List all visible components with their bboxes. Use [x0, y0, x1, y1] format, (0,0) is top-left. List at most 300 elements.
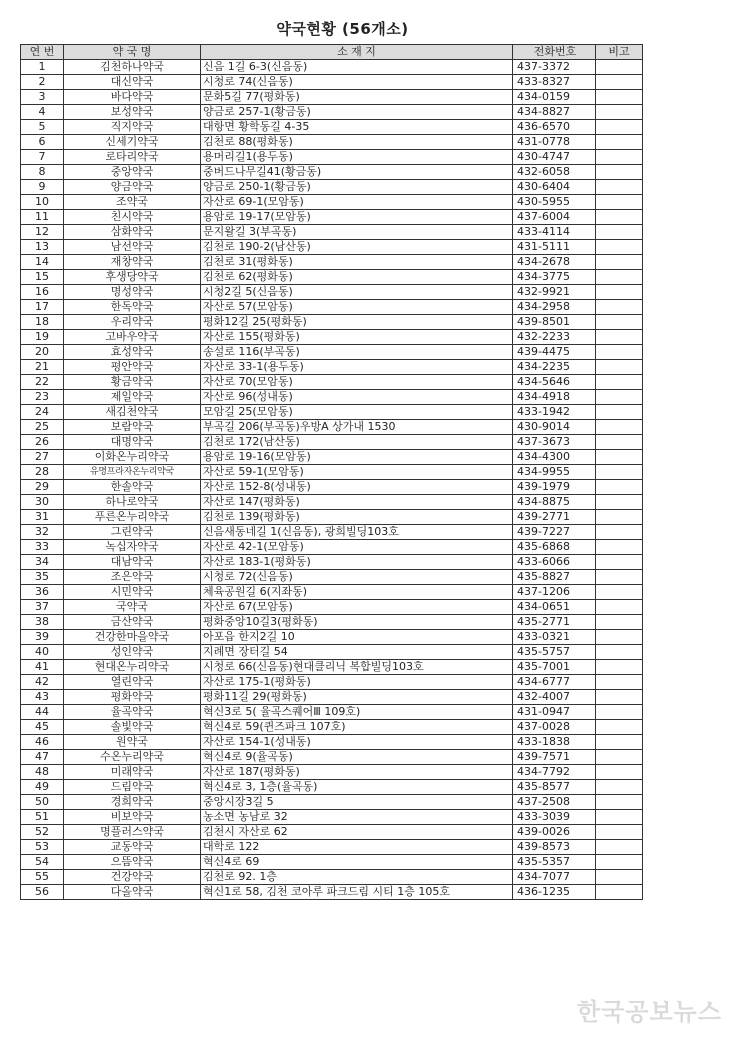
cell-phone: 433-0321: [513, 630, 596, 645]
cell-name: 건강약국: [64, 870, 201, 885]
table-row: [21, 450, 643, 465]
cell-note: [596, 120, 643, 135]
cell-name: 대명약국: [64, 435, 201, 450]
cell-no: 26: [21, 435, 64, 450]
cell-name: 드림약국: [64, 780, 201, 795]
cell-no: 25: [21, 420, 64, 435]
cell-note: [596, 825, 643, 840]
cell-address: 시청로 74(신음동): [201, 75, 513, 90]
cell-address: 혁신3로 5( 율곡스퀘어Ⅲ 109호): [201, 705, 513, 720]
page-title: 약국현황 (56개소): [276, 20, 409, 38]
cell-phone: 434-2958: [513, 300, 596, 315]
cell-address: 혁신4로 9(율곡동): [201, 750, 513, 765]
cell-note: [596, 660, 643, 675]
cell-name: 대신약국: [64, 75, 201, 90]
cell-phone: 434-8827: [513, 105, 596, 120]
cell-name: 그린약국: [64, 525, 201, 540]
table-row: [21, 870, 643, 885]
cell-name: 이화온누리약국: [64, 450, 201, 465]
table-row: [21, 480, 643, 495]
table-row: [21, 240, 643, 255]
table-row: [21, 180, 643, 195]
cell-name: 평안약국: [64, 360, 201, 375]
cell-note: [596, 750, 643, 765]
cell-address: 자산로 152-8(성내동): [201, 480, 513, 495]
cell-phone: 430-5955: [513, 195, 596, 210]
cell-phone: 433-1942: [513, 405, 596, 420]
cell-name: 조은약국: [64, 570, 201, 585]
cell-note: [596, 405, 643, 420]
cell-no: 46: [21, 735, 64, 750]
cell-note: [596, 60, 643, 75]
cell-no: 5: [21, 120, 64, 135]
cell-phone: 437-6004: [513, 210, 596, 225]
cell-no: 13: [21, 240, 64, 255]
cell-name: 우리약국: [64, 315, 201, 330]
cell-note: [596, 810, 643, 825]
cell-no: 14: [21, 255, 64, 270]
cell-no: 12: [21, 225, 64, 240]
col-header-phone: 전화번호: [513, 45, 596, 60]
cell-note: [596, 330, 643, 345]
cell-name: 하나로약국: [64, 495, 201, 510]
cell-address: 자산로 155(평화동): [201, 330, 513, 345]
cell-phone: 437-0028: [513, 720, 596, 735]
cell-note: [596, 240, 643, 255]
cell-no: 54: [21, 855, 64, 870]
cell-phone: 435-8827: [513, 570, 596, 585]
cell-note: [596, 255, 643, 270]
cell-no: 42: [21, 675, 64, 690]
cell-address: 자산로 33-1(용두동): [201, 360, 513, 375]
cell-address: 김천로 139(평화동): [201, 510, 513, 525]
table-row: [21, 315, 643, 330]
cell-address: 자산로 70(모암동): [201, 375, 513, 390]
table-row: [21, 885, 643, 900]
cell-no: 47: [21, 750, 64, 765]
cell-no: 4: [21, 105, 64, 120]
cell-address: 자산로 183-1(평화동): [201, 555, 513, 570]
cell-phone: 433-6066: [513, 555, 596, 570]
table-row: [21, 630, 643, 645]
cell-address: 용머리길1(용두동): [201, 150, 513, 165]
cell-name: 대남약국: [64, 555, 201, 570]
cell-address: 자산로 69-1(모암동): [201, 195, 513, 210]
cell-no: 31: [21, 510, 64, 525]
cell-phone: 435-7001: [513, 660, 596, 675]
table-row: [21, 375, 643, 390]
cell-address: 중버드나무길41(황금동): [201, 165, 513, 180]
watermark: 한국공보뉴스: [576, 998, 722, 1026]
cell-no: 3: [21, 90, 64, 105]
pharmacy-table: [20, 44, 643, 900]
table-row: [21, 420, 643, 435]
cell-note: [596, 795, 643, 810]
table-row: [21, 270, 643, 285]
cell-address: 신음 1길 6-3(신음동): [201, 60, 513, 75]
cell-phone: 434-2678: [513, 255, 596, 270]
cell-address: 문화5길 77(평화동): [201, 90, 513, 105]
cell-address: 자산로 57(모암동): [201, 300, 513, 315]
table-row: [21, 840, 643, 855]
cell-note: [596, 450, 643, 465]
cell-note: [596, 615, 643, 630]
cell-no: 22: [21, 375, 64, 390]
cell-name: 경희약국: [64, 795, 201, 810]
cell-name: 재창약국: [64, 255, 201, 270]
cell-no: 19: [21, 330, 64, 345]
cell-name: 제일약국: [64, 390, 201, 405]
cell-address: 체육공원길 6(지좌동): [201, 585, 513, 600]
table-row: [21, 765, 643, 780]
cell-name: 중앙약국: [64, 165, 201, 180]
table-row: [21, 660, 643, 675]
col-header-note: 비고: [596, 45, 643, 60]
table-row: [21, 555, 643, 570]
table-row: [21, 60, 643, 75]
cell-no: 2: [21, 75, 64, 90]
col-header-no: 연 번: [21, 45, 64, 60]
cell-no: 15: [21, 270, 64, 285]
cell-name: 바다약국: [64, 90, 201, 105]
cell-no: 37: [21, 600, 64, 615]
col-header-address: 소 재 지: [201, 45, 513, 60]
cell-note: [596, 300, 643, 315]
cell-no: 52: [21, 825, 64, 840]
cell-address: 자산로 147(평화동): [201, 495, 513, 510]
cell-note: [596, 480, 643, 495]
cell-address: 자산로 187(평화동): [201, 765, 513, 780]
cell-no: 43: [21, 690, 64, 705]
cell-address: 신음새동네길 1(신음동), 광희빌딩103호: [201, 525, 513, 540]
cell-no: 7: [21, 150, 64, 165]
cell-name: 명성약국: [64, 285, 201, 300]
cell-name: 비보약국: [64, 810, 201, 825]
cell-phone: 431-5111: [513, 240, 596, 255]
cell-phone: 437-1206: [513, 585, 596, 600]
table-row: [21, 795, 643, 810]
cell-note: [596, 420, 643, 435]
cell-no: 32: [21, 525, 64, 540]
cell-note: [596, 690, 643, 705]
cell-phone: 436-6570: [513, 120, 596, 135]
cell-name: 녹십자약국: [64, 540, 201, 555]
cell-note: [596, 675, 643, 690]
cell-note: [596, 375, 643, 390]
cell-phone: 434-6777: [513, 675, 596, 690]
cell-name: 보람약국: [64, 420, 201, 435]
table-row: [21, 600, 643, 615]
cell-phone: 434-3775: [513, 270, 596, 285]
table-row: [21, 255, 643, 270]
cell-address: 대학로 122: [201, 840, 513, 855]
cell-no: 38: [21, 615, 64, 630]
table-row: [21, 390, 643, 405]
cell-name: 푸른온누리약국: [64, 510, 201, 525]
cell-name: 김천하나약국: [64, 60, 201, 75]
table-row: [21, 510, 643, 525]
table-row: [21, 90, 643, 105]
cell-note: [596, 870, 643, 885]
cell-note: [596, 150, 643, 165]
cell-phone: 430-4747: [513, 150, 596, 165]
cell-no: 48: [21, 765, 64, 780]
cell-name: 국약국: [64, 600, 201, 615]
cell-no: 8: [21, 165, 64, 180]
table-row: [21, 735, 643, 750]
table-row: [21, 615, 643, 630]
table-row: [21, 150, 643, 165]
cell-no: 40: [21, 645, 64, 660]
cell-note: [596, 135, 643, 150]
cell-note: [596, 645, 643, 660]
table-row: [21, 345, 643, 360]
cell-name: 양금약국: [64, 180, 201, 195]
cell-note: [596, 315, 643, 330]
cell-phone: 439-8501: [513, 315, 596, 330]
cell-address: 용암로 19-17(모암동): [201, 210, 513, 225]
cell-note: [596, 465, 643, 480]
cell-address: 용암로 19-16(모암동): [201, 450, 513, 465]
cell-no: 9: [21, 180, 64, 195]
cell-note: [596, 105, 643, 120]
cell-address: 송설로 116(부곡동): [201, 345, 513, 360]
table-row: [21, 570, 643, 585]
cell-address: 대항면 황학동길 4-35: [201, 120, 513, 135]
cell-name: 미래약국: [64, 765, 201, 780]
cell-name: 열린약국: [64, 675, 201, 690]
cell-phone: 439-7571: [513, 750, 596, 765]
cell-name: 효성약국: [64, 345, 201, 360]
cell-no: 36: [21, 585, 64, 600]
cell-name: 친시약국: [64, 210, 201, 225]
cell-no: 20: [21, 345, 64, 360]
cell-phone: 433-1838: [513, 735, 596, 750]
cell-note: [596, 195, 643, 210]
cell-note: [596, 720, 643, 735]
table-row: [21, 645, 643, 660]
cell-phone: 433-4114: [513, 225, 596, 240]
cell-name: 황금약국: [64, 375, 201, 390]
cell-phone: 435-6868: [513, 540, 596, 555]
table-row: [21, 135, 643, 150]
cell-phone: 434-5646: [513, 375, 596, 390]
cell-no: 39: [21, 630, 64, 645]
cell-name: 원약국: [64, 735, 201, 750]
cell-phone: 434-7792: [513, 765, 596, 780]
cell-address: 자산로 96(성내동): [201, 390, 513, 405]
cell-note: [596, 210, 643, 225]
cell-phone: 434-2235: [513, 360, 596, 375]
table-row: [21, 780, 643, 795]
cell-address: 혁신4로 59(퀸즈파크 107호): [201, 720, 513, 735]
cell-address: 김천로 88(평화동): [201, 135, 513, 150]
cell-note: [596, 840, 643, 855]
cell-address: 김천로 172(남산동): [201, 435, 513, 450]
cell-address: 혁신4로 69: [201, 855, 513, 870]
cell-phone: 439-1979: [513, 480, 596, 495]
cell-no: 33: [21, 540, 64, 555]
cell-name: 현대온누리약국: [64, 660, 201, 675]
cell-no: 11: [21, 210, 64, 225]
cell-address: 김천로 92. 1층: [201, 870, 513, 885]
table-row: [21, 405, 643, 420]
cell-address: 양금로 250-1(황금동): [201, 180, 513, 195]
cell-no: 29: [21, 480, 64, 495]
cell-phone: 432-6058: [513, 165, 596, 180]
table-row: [21, 435, 643, 450]
cell-address: 평화11길 29(평화동): [201, 690, 513, 705]
cell-phone: 439-4475: [513, 345, 596, 360]
cell-note: [596, 855, 643, 870]
cell-note: [596, 630, 643, 645]
cell-note: [596, 285, 643, 300]
cell-address: 모암길 25(모암동): [201, 405, 513, 420]
cell-address: 자산로 42-1(모암동): [201, 540, 513, 555]
cell-name: 시민약국: [64, 585, 201, 600]
cell-address: 아포읍 한지2길 10: [201, 630, 513, 645]
cell-note: [596, 600, 643, 615]
cell-address: 농소면 농남로 32: [201, 810, 513, 825]
cell-phone: 439-7227: [513, 525, 596, 540]
cell-name: 후생당약국: [64, 270, 201, 285]
cell-address: 김천로 190-2(남산동): [201, 240, 513, 255]
cell-name: 직지약국: [64, 120, 201, 135]
cell-address: 자산로 154-1(성내동): [201, 735, 513, 750]
cell-address: 문지왈길 3(부곡동): [201, 225, 513, 240]
cell-phone: 432-4007: [513, 690, 596, 705]
cell-no: 56: [21, 885, 64, 900]
cell-note: [596, 885, 643, 900]
cell-no: 55: [21, 870, 64, 885]
cell-no: 27: [21, 450, 64, 465]
table-row: [21, 165, 643, 180]
cell-name: 한독약국: [64, 300, 201, 315]
cell-no: 24: [21, 405, 64, 420]
cell-no: 18: [21, 315, 64, 330]
cell-no: 41: [21, 660, 64, 675]
cell-name: 수온누리약국: [64, 750, 201, 765]
cell-phone: 435-5757: [513, 645, 596, 660]
cell-address: 혁신4로 3, 1층(율곡동): [201, 780, 513, 795]
cell-note: [596, 345, 643, 360]
cell-address: 혁신1로 58, 김천 코아루 파크드림 시티 1층 105호: [201, 885, 513, 900]
cell-phone: 430-6404: [513, 180, 596, 195]
col-header-name: 약 국 명: [64, 45, 201, 60]
cell-name: 교동약국: [64, 840, 201, 855]
cell-phone: 434-0159: [513, 90, 596, 105]
cell-note: [596, 495, 643, 510]
cell-address: 김천로 62(평화동): [201, 270, 513, 285]
table-row: [21, 195, 643, 210]
cell-address: 시청로 72(신음동): [201, 570, 513, 585]
cell-name: 유명프라자온누리약국: [64, 465, 201, 480]
table-row: [21, 525, 643, 540]
cell-note: [596, 225, 643, 240]
cell-phone: 435-2771: [513, 615, 596, 630]
cell-note: [596, 525, 643, 540]
table-row: [21, 585, 643, 600]
cell-note: [596, 75, 643, 90]
cell-address: 평화12길 25(평화동): [201, 315, 513, 330]
table-row: [21, 750, 643, 765]
table-row: [21, 720, 643, 735]
table-row: [21, 705, 643, 720]
table-row: [21, 495, 643, 510]
cell-note: [596, 510, 643, 525]
cell-note: [596, 735, 643, 750]
table-row: [21, 810, 643, 825]
cell-no: 44: [21, 705, 64, 720]
cell-note: [596, 555, 643, 570]
cell-phone: 432-9921: [513, 285, 596, 300]
cell-note: [596, 585, 643, 600]
cell-address: 시청2길 5(신음동): [201, 285, 513, 300]
cell-name: 보성약국: [64, 105, 201, 120]
cell-name: 율곡약국: [64, 705, 201, 720]
cell-phone: 435-8577: [513, 780, 596, 795]
cell-no: 45: [21, 720, 64, 735]
cell-no: 6: [21, 135, 64, 150]
table-row: [21, 825, 643, 840]
cell-note: [596, 390, 643, 405]
cell-name: 평화약국: [64, 690, 201, 705]
cell-no: 16: [21, 285, 64, 300]
cell-address: 시청로 66(신음동)현대클리닉 복합빌딩103호: [201, 660, 513, 675]
table-row: [21, 75, 643, 90]
cell-note: [596, 780, 643, 795]
cell-no: 17: [21, 300, 64, 315]
cell-phone: 435-5357: [513, 855, 596, 870]
table-row: [21, 855, 643, 870]
cell-phone: 437-3372: [513, 60, 596, 75]
table-row: [21, 105, 643, 120]
cell-no: 21: [21, 360, 64, 375]
cell-note: [596, 90, 643, 105]
cell-address: 지례면 장터길 54: [201, 645, 513, 660]
cell-name: 신세기약국: [64, 135, 201, 150]
cell-address: 자산로 175-1(평화동): [201, 675, 513, 690]
cell-address: 중앙시장3길 5: [201, 795, 513, 810]
cell-no: 23: [21, 390, 64, 405]
cell-phone: 439-8573: [513, 840, 596, 855]
cell-note: [596, 570, 643, 585]
cell-name: 한솔약국: [64, 480, 201, 495]
cell-name: 성인약국: [64, 645, 201, 660]
cell-address: 부곡길 206(부곡동)우방A 상가내 1530: [201, 420, 513, 435]
cell-phone: 439-0026: [513, 825, 596, 840]
table-row: [21, 330, 643, 345]
cell-note: [596, 270, 643, 285]
cell-no: 10: [21, 195, 64, 210]
cell-no: 1: [21, 60, 64, 75]
cell-name: 새김천약국: [64, 405, 201, 420]
table-row: [21, 210, 643, 225]
cell-no: 35: [21, 570, 64, 585]
cell-phone: 434-4918: [513, 390, 596, 405]
cell-note: [596, 435, 643, 450]
cell-phone: 431-0947: [513, 705, 596, 720]
table-header-row: [21, 45, 643, 60]
cell-address: 김천로 31(평화동): [201, 255, 513, 270]
cell-phone: 433-3039: [513, 810, 596, 825]
table-row: [21, 285, 643, 300]
cell-name: 삼화약국: [64, 225, 201, 240]
cell-name: 건강한마을약국: [64, 630, 201, 645]
cell-address: 김천시 자산로 62: [201, 825, 513, 840]
table-row: [21, 120, 643, 135]
cell-name: 로타리약국: [64, 150, 201, 165]
